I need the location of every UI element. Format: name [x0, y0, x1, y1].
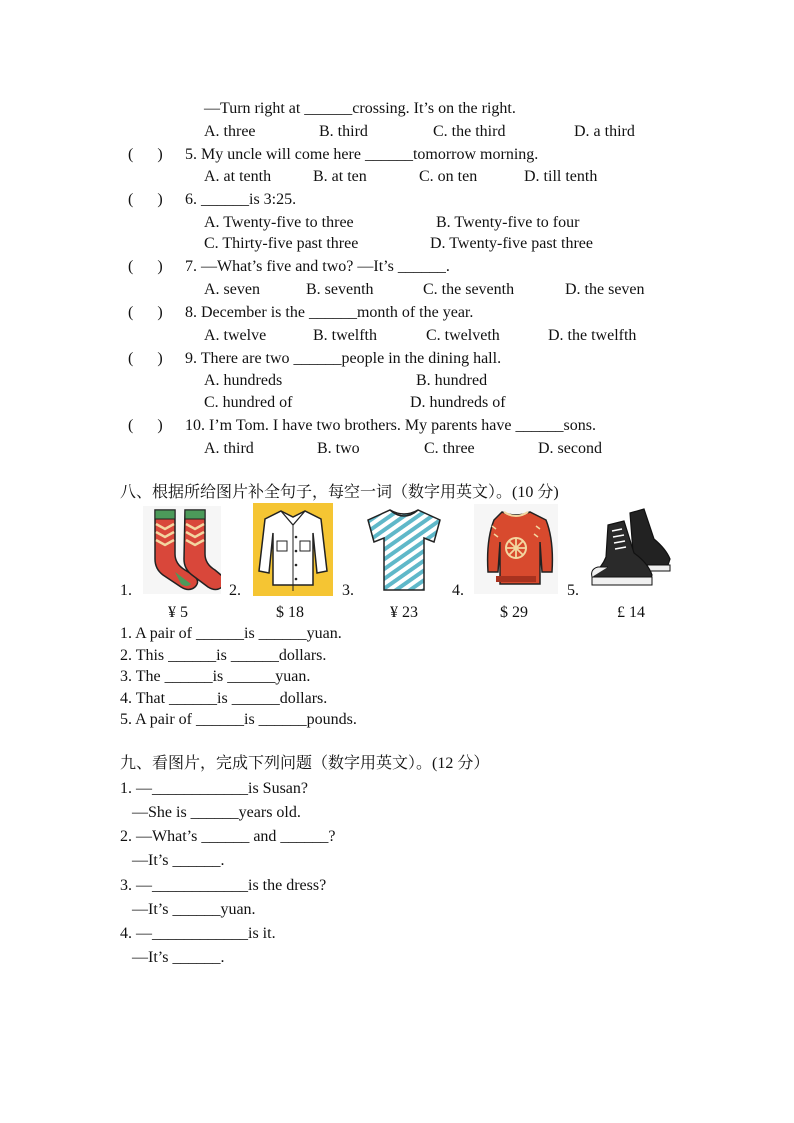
option-d: D. hundreds of	[410, 394, 506, 411]
answer-paren[interactable]: ( )	[128, 417, 163, 434]
option-b: B. at ten	[313, 168, 367, 185]
sneakers-icon	[590, 505, 674, 593]
option-d: D. second	[538, 440, 602, 457]
price-label: £ 14	[617, 604, 645, 621]
question-text: 9. There are two ______people in the dining hall.	[185, 350, 502, 367]
q4-option-a: A. three	[204, 123, 256, 140]
fill-sentence: 4. That ______is ______dollars.	[120, 690, 328, 707]
item-number: 4.	[452, 582, 464, 599]
qa-line: —It’s ______.	[120, 949, 225, 966]
item-number: 3.	[342, 582, 354, 599]
question-text: 5. My uncle will come here ______tomorrow morning.	[185, 146, 539, 163]
option-b: B. two	[317, 440, 360, 457]
q4-option-d: D. a third	[574, 123, 635, 140]
question-text: 10. I’m Tom. I have two brothers. My parents have ______sons.	[185, 417, 596, 434]
item-number: 5.	[567, 582, 579, 599]
q4-option-b: B. third	[319, 123, 368, 140]
qa-line: —It’s ______yuan.	[120, 901, 256, 918]
qa-line: —She is ______years old.	[120, 804, 301, 821]
fill-sentence: 1. A pair of ______is ______yuan.	[120, 625, 342, 642]
answer-paren[interactable]: ( )	[128, 258, 163, 275]
question-text: 6. ______is 3:25.	[185, 191, 297, 208]
socks-icon	[143, 506, 221, 594]
option-c: C. Thirty-five past three	[204, 235, 359, 252]
fill-sentence: 3. The ______is ______yuan.	[120, 668, 311, 685]
option-a: A. Twenty-five to three	[204, 214, 354, 231]
option-a: A. at tenth	[204, 168, 272, 185]
option-c: C. on ten	[419, 168, 478, 185]
question-text: 8. December is the ______month of the year.	[185, 304, 474, 321]
fill-sentence: 2. This ______is ______dollars.	[120, 647, 327, 664]
qa-line: 2. —What’s ______ and ______?	[120, 828, 336, 845]
option-a: A. twelve	[204, 327, 267, 344]
qa-line: 4. —____________is it.	[120, 925, 276, 942]
qa-line: 1. —____________is Susan?	[120, 780, 308, 797]
answer-paren[interactable]: ( )	[128, 191, 163, 208]
section-8-heading: 八、根据所给图片补全句子，每空一词（数字用英文）。(10 分)	[120, 484, 559, 501]
option-a: A. hundreds	[204, 372, 283, 389]
qa-line: —It’s ______.	[120, 852, 225, 869]
q4-tail: —Turn right at ______crossing. It’s on the right.	[204, 100, 516, 117]
fill-sentence: 5. A pair of ______is ______pounds.	[120, 711, 357, 728]
q4-option-c: C. the third	[433, 123, 506, 140]
option-d: D. the seven	[565, 281, 645, 298]
option-b: B. seventh	[306, 281, 374, 298]
option-c: C. three	[424, 440, 475, 457]
option-c: C. twelveth	[426, 327, 500, 344]
answer-paren[interactable]: ( )	[128, 146, 163, 163]
price-label: ¥ 23	[390, 604, 418, 621]
shirt-icon	[253, 503, 333, 596]
option-d: D. till tenth	[524, 168, 598, 185]
option-b: B. Twenty-five to four	[436, 214, 580, 231]
price-label: $ 18	[276, 604, 304, 621]
tshirt-icon	[362, 504, 446, 594]
sweater-icon	[474, 504, 558, 594]
price-label: $ 29	[500, 604, 528, 621]
option-d: D. Twenty-five past three	[430, 235, 593, 252]
answer-paren[interactable]: ( )	[128, 304, 163, 321]
qa-line: 3. —____________is the dress?	[120, 877, 327, 894]
price-label: ¥ 5	[168, 604, 188, 621]
option-c: C. the seventh	[423, 281, 515, 298]
section-9-heading: 九、看图片，完成下列问题（数字用英文）。(12 分）	[120, 755, 490, 772]
item-number: 1.	[120, 582, 132, 599]
option-b: B. twelfth	[313, 327, 377, 344]
answer-paren[interactable]: ( )	[128, 350, 163, 367]
option-a: A. third	[204, 440, 254, 457]
option-c: C. hundred of	[204, 394, 293, 411]
question-text: 7. —What’s five and two? —It’s ______.	[185, 258, 450, 275]
option-b: B. hundred	[416, 372, 488, 389]
item-number: 2.	[229, 582, 241, 599]
option-a: A. seven	[204, 281, 260, 298]
option-d: D. the twelfth	[548, 327, 637, 344]
